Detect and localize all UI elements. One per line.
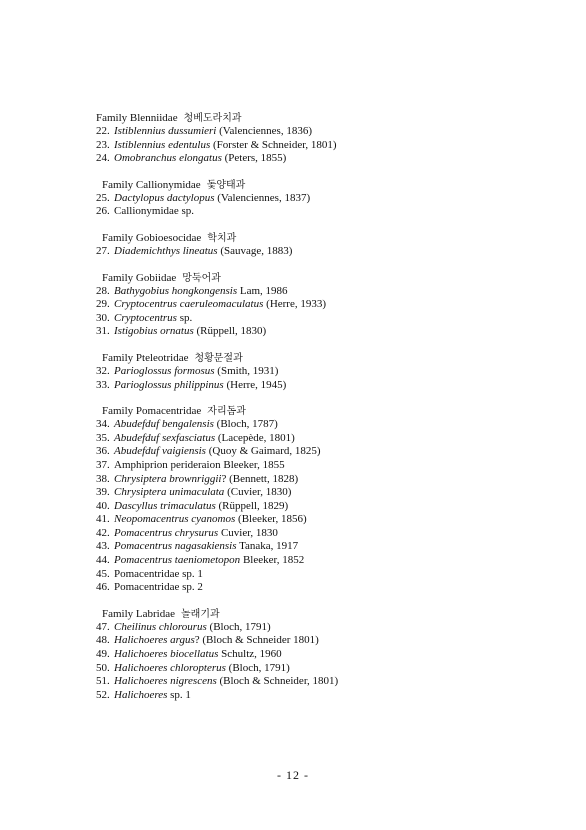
species-authority: Callionymidae sp. bbox=[114, 205, 195, 218]
species-scientific-name: Neopomacentrus cyanomos bbox=[114, 513, 236, 526]
species-authority: (Sauvage, 1883) bbox=[217, 244, 293, 257]
species-entry bbox=[96, 513, 566, 527]
species-scientific-name: Halichoeres nigrescens bbox=[114, 675, 217, 688]
species-scientific-name: Istiblennius dussumieri bbox=[114, 125, 217, 137]
species-scientific-name: Dascyllus trimaculatus bbox=[114, 499, 216, 512]
family-name: Family Callionymidae bbox=[102, 178, 201, 191]
species-number: 34. bbox=[96, 418, 110, 431]
family-name: Family Gobioesocidae bbox=[102, 231, 202, 244]
family-korean-name: 자리돔과 bbox=[207, 406, 246, 418]
family-heading bbox=[96, 111, 566, 125]
species-scientific-name: Cryptocentrus caeruleomaculatus bbox=[114, 298, 264, 311]
species-authority: Bleeker, 1852 bbox=[240, 554, 305, 567]
species-authority: Lam, 1986 bbox=[237, 284, 288, 297]
species-number: 29. bbox=[96, 298, 110, 311]
species-scientific-name: Diademichthys lineatus bbox=[114, 244, 218, 257]
species-scientific-name: Pomacentrus nagasakiensis bbox=[114, 540, 237, 553]
species-authority: Pomacentridae sp. 2 bbox=[114, 581, 203, 594]
species-entry bbox=[96, 192, 566, 206]
species-number: 42. bbox=[96, 526, 110, 539]
species-authority: (Lacepède, 1801) bbox=[215, 431, 295, 444]
species-scientific-name: Omobranchus elongatus bbox=[114, 152, 222, 165]
species-authority: sp. 1 bbox=[167, 688, 191, 701]
species-scientific-name: Cryptocentrus bbox=[114, 311, 177, 324]
species-entry bbox=[96, 205, 566, 219]
family-block bbox=[96, 178, 566, 219]
species-entry bbox=[96, 648, 566, 662]
species-entry bbox=[96, 486, 566, 500]
species-authority: (Quoy & Gaimard, 1825) bbox=[205, 445, 321, 458]
family-block bbox=[96, 271, 566, 339]
species-entry bbox=[96, 459, 566, 473]
species-authority: (Peters, 1855) bbox=[221, 152, 287, 165]
family-block bbox=[96, 231, 566, 259]
species-entry bbox=[96, 581, 566, 595]
family-block bbox=[96, 351, 566, 392]
family-heading bbox=[96, 607, 566, 621]
species-number: 49. bbox=[96, 648, 110, 661]
species-scientific-name: Parioglossus philippinus bbox=[114, 378, 224, 391]
species-authority: Tanaka, 1917 bbox=[236, 540, 299, 553]
species-scientific-name: Halichoeres argus bbox=[114, 634, 195, 647]
species-number: 38. bbox=[96, 472, 110, 485]
family-name: Family Gobiidae bbox=[102, 271, 177, 284]
species-authority: (Herre, 1933) bbox=[263, 298, 327, 311]
species-scientific-name: Istiblennius edentulus bbox=[114, 138, 211, 151]
species-number: 27. bbox=[96, 244, 110, 257]
species-scientific-name: Chrysiptera brownriggii bbox=[114, 472, 222, 485]
page-number: - 12 - bbox=[277, 768, 309, 782]
species-entry bbox=[96, 689, 566, 703]
species-number: 46. bbox=[96, 581, 110, 594]
species-entry bbox=[96, 675, 566, 689]
species-entry bbox=[96, 312, 566, 326]
species-entry bbox=[96, 500, 566, 514]
species-scientific-name: Halichoeres chloropterus bbox=[114, 661, 226, 674]
species-authority: (Bleeker, 1856) bbox=[235, 513, 307, 526]
species-number: 44. bbox=[96, 554, 110, 567]
species-number: 51. bbox=[96, 675, 110, 688]
species-number: 50. bbox=[96, 661, 110, 674]
species-authority: (Cuvier, 1830) bbox=[224, 486, 292, 499]
species-number: 52. bbox=[96, 688, 110, 701]
species-number: 45. bbox=[96, 567, 110, 580]
species-number: 37. bbox=[96, 458, 110, 471]
species-entry bbox=[96, 418, 566, 432]
family-korean-name: 청베도라치과 bbox=[183, 113, 242, 124]
family-korean-name: 돛양태과 bbox=[206, 179, 246, 191]
species-authority: Amphiprion perideraion Bleeker, 1855 bbox=[114, 458, 285, 471]
species-number: 32. bbox=[96, 364, 110, 377]
species-entry bbox=[96, 527, 566, 541]
family-korean-name: 청황문절과 bbox=[194, 352, 243, 364]
species-number: 28. bbox=[96, 284, 110, 297]
species-entry bbox=[96, 379, 566, 393]
species-number: 48. bbox=[96, 634, 110, 647]
species-authority: (Valenciennes, 1836) bbox=[216, 125, 312, 137]
family-block bbox=[96, 111, 566, 166]
species-entry bbox=[96, 445, 566, 459]
species-number: 24. bbox=[96, 152, 110, 165]
species-entry bbox=[96, 540, 566, 554]
family-heading bbox=[96, 351, 566, 365]
family-korean-name: 망둑어과 bbox=[182, 272, 221, 284]
species-authority: (Herre, 1945) bbox=[223, 378, 287, 391]
species-authority: (Bloch, 1787) bbox=[213, 418, 278, 431]
species-entry bbox=[96, 568, 566, 582]
species-authority: Pomacentridae sp. 1 bbox=[114, 567, 203, 580]
family-name: Family Blenniidae bbox=[96, 112, 178, 124]
species-scientific-name: Istigobius ornatus bbox=[114, 325, 194, 338]
species-scientific-name: Parioglossus formosus bbox=[114, 364, 215, 377]
species-scientific-name: Halichoeres biocellatus bbox=[114, 648, 219, 661]
species-authority: (Smith, 1931) bbox=[214, 364, 279, 377]
species-authority: (Rüppell, 1830) bbox=[193, 325, 267, 338]
species-entry bbox=[96, 285, 566, 299]
species-number: 35. bbox=[96, 431, 110, 444]
species-entry bbox=[96, 298, 566, 312]
species-list bbox=[96, 111, 566, 702]
species-number: 33. bbox=[96, 378, 110, 391]
family-block bbox=[96, 607, 566, 703]
family-korean-name: 놀래기과 bbox=[181, 608, 220, 620]
species-entry bbox=[96, 473, 566, 487]
species-scientific-name: Halichoeres bbox=[114, 688, 168, 701]
species-authority: Cuvier, 1830 bbox=[218, 526, 278, 539]
species-number: 39. bbox=[96, 486, 110, 499]
family-heading bbox=[96, 271, 566, 285]
species-number: 23. bbox=[96, 138, 110, 151]
species-entry bbox=[96, 152, 566, 166]
family-korean-name: 학치과 bbox=[207, 232, 237, 244]
species-scientific-name: Pomacentrus taeniometopon bbox=[114, 554, 241, 567]
species-entry bbox=[96, 432, 566, 446]
family-heading bbox=[96, 178, 566, 192]
species-authority: (Valenciennes, 1837) bbox=[214, 191, 311, 204]
species-authority: (Bloch & Schneider, 1801) bbox=[216, 675, 339, 688]
family-name: Family Labridae bbox=[102, 607, 176, 620]
species-authority: (Rüppell, 1829) bbox=[215, 499, 289, 512]
species-scientific-name: Abudefduf vaigiensis bbox=[114, 445, 206, 458]
species-authority: Schultz, 1960 bbox=[218, 648, 282, 661]
species-entry bbox=[96, 139, 566, 153]
species-authority: (Bloch, 1791) bbox=[225, 661, 290, 674]
species-entry bbox=[96, 662, 566, 676]
species-scientific-name: Bathygobius hongkongensis bbox=[114, 284, 238, 297]
species-number: 43. bbox=[96, 540, 110, 553]
species-scientific-name: Cheilinus chlorourus bbox=[114, 620, 207, 633]
species-number: 26. bbox=[96, 205, 110, 218]
species-authority: sp. bbox=[176, 311, 193, 324]
family-block bbox=[96, 404, 566, 595]
species-number: 22. bbox=[96, 125, 110, 137]
species-number: 40. bbox=[96, 499, 110, 512]
species-authority: (Bloch, 1791) bbox=[206, 620, 271, 633]
species-entry bbox=[96, 621, 566, 635]
species-number: 30. bbox=[96, 311, 110, 324]
species-number: 25. bbox=[96, 191, 110, 204]
species-entry bbox=[96, 245, 566, 259]
species-entry bbox=[96, 634, 566, 648]
species-number: 47. bbox=[96, 620, 110, 633]
family-name: Family Pomacentridae bbox=[102, 405, 202, 418]
species-entry bbox=[96, 554, 566, 568]
species-entry bbox=[96, 125, 566, 139]
family-heading bbox=[96, 231, 566, 245]
species-entry bbox=[96, 365, 566, 379]
species-scientific-name: Abudefduf sexfasciatus bbox=[114, 431, 216, 444]
species-number: 41. bbox=[96, 513, 110, 526]
species-scientific-name: Chrysiptera unimaculata bbox=[114, 486, 225, 499]
species-number: 36. bbox=[96, 445, 110, 458]
species-authority: (Forster & Schneider, 1801) bbox=[210, 138, 337, 151]
species-authority: ? (Bennett, 1828) bbox=[221, 472, 299, 485]
species-scientific-name: Dactylopus dactylopus bbox=[114, 191, 215, 204]
species-number: 31. bbox=[96, 325, 110, 338]
species-scientific-name: Pomacentrus chrysurus bbox=[114, 526, 219, 539]
family-heading bbox=[96, 404, 566, 418]
species-authority: ? (Bloch & Schneider 1801) bbox=[194, 634, 319, 647]
species-scientific-name: Abudefduf bengalensis bbox=[114, 418, 214, 431]
family-name: Family Pteleotridae bbox=[102, 351, 189, 364]
species-entry bbox=[96, 325, 566, 339]
